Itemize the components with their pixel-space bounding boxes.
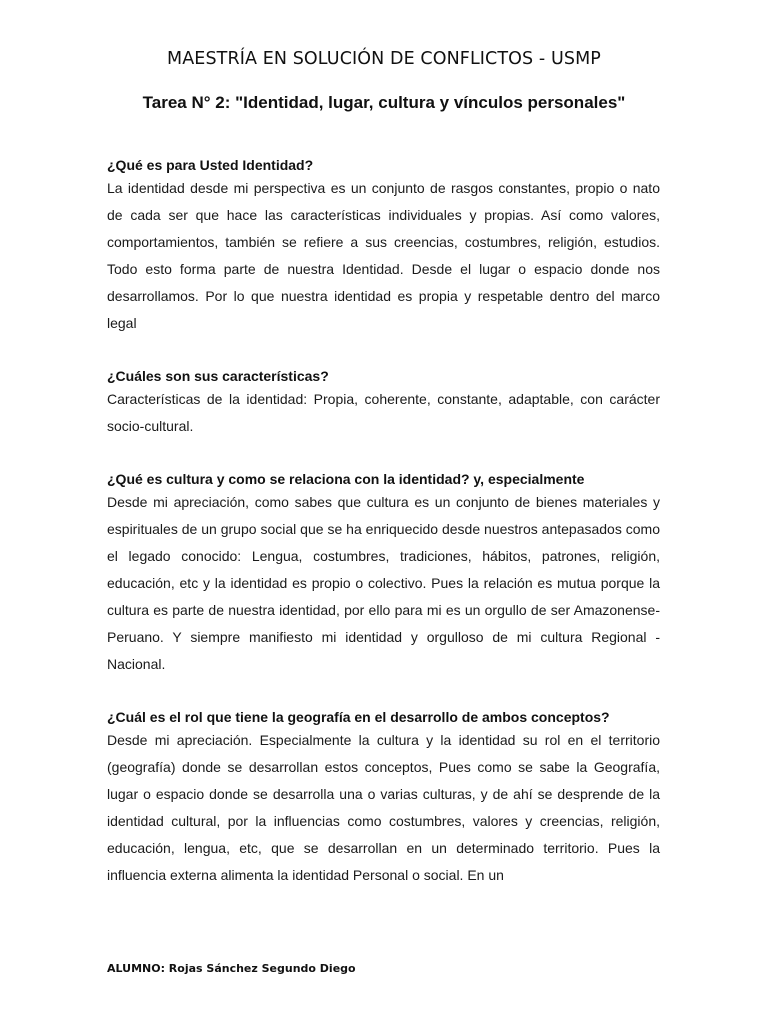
question-heading: ¿Qué es para Usted Identidad? [107,157,314,173]
section-geography [107,704,660,889]
answer-paragraph: Desde mi apreciación. Especialmente la cultura y la identidad su rol en el territorio (geografía) donde se desarrollan estos conceptos, Pues como se sabe la Geografía, lugar o espacio donde se desarrolla una o varias culturas, y de ahí se desprende de la identidad cultural, por la influencias como costumbres, valores y creencias, religión, educación, lengua, etc, que se desarrollan en un determinado territorio. Pues la influencia externa alimenta la identidad Personal o social. En un [107,732,660,883]
section-characteristics [107,363,660,440]
assignment-title: Tarea N° 2: "Identidad, lugar, cultura y vínculos personales" [142,93,626,112]
section-culture [107,466,660,678]
student-footer: ALUMNO: Rojas Sánchez Segundo Diego [107,962,356,975]
document-body [107,152,660,915]
section-identity [107,152,660,337]
answer-paragraph: Características de la identidad: Propia, coherente, constante, adaptable, con carácter socio-cultural. [107,391,660,434]
institution-header: MAESTRÍA EN SOLUCIÓN DE CONFLICTOS - USMP [167,49,601,69]
answer-paragraph: Desde mi apreciación, como sabes que cultura es un conjunto de bienes materiales y espirituales de un grupo social que se ha enriquecido desde nuestros antepasados como el legado conocido: Lengua, costumbres, tradiciones, hábitos, patrones, religión, educación, etc y la identidad es propio o colectivo. Pues la relación es mutua porque la cultura es parte de nuestra identidad, por ello para mi es un orgullo de ser Amazonense- Peruano. Y siempre manifiesto mi identidad y orgulloso de mi cultura Regional - Nacional. [107,494,660,672]
answer-paragraph: La identidad desde mi perspectiva es un conjunto de rasgos constantes, propio o nato de cada ser que hace las características individuales y propias. Así como valores, comportamientos, también se refiere a sus creencias, costumbres, religión, estudios. Todo esto forma parte de nuestra Identidad. Desde el lugar o espacio donde nos desarrollamos. Por lo que nuestra identidad es propia y respetable dentro del marco legal [107,180,660,331]
question-heading: ¿Qué es cultura y como se relaciona con la identidad? y, especialmente [107,471,585,487]
question-heading: ¿Cuáles son sus características? [107,368,329,384]
question-heading: ¿Cuál es el rol que tiene la geografía en el desarrollo de ambos conceptos? [107,709,610,725]
